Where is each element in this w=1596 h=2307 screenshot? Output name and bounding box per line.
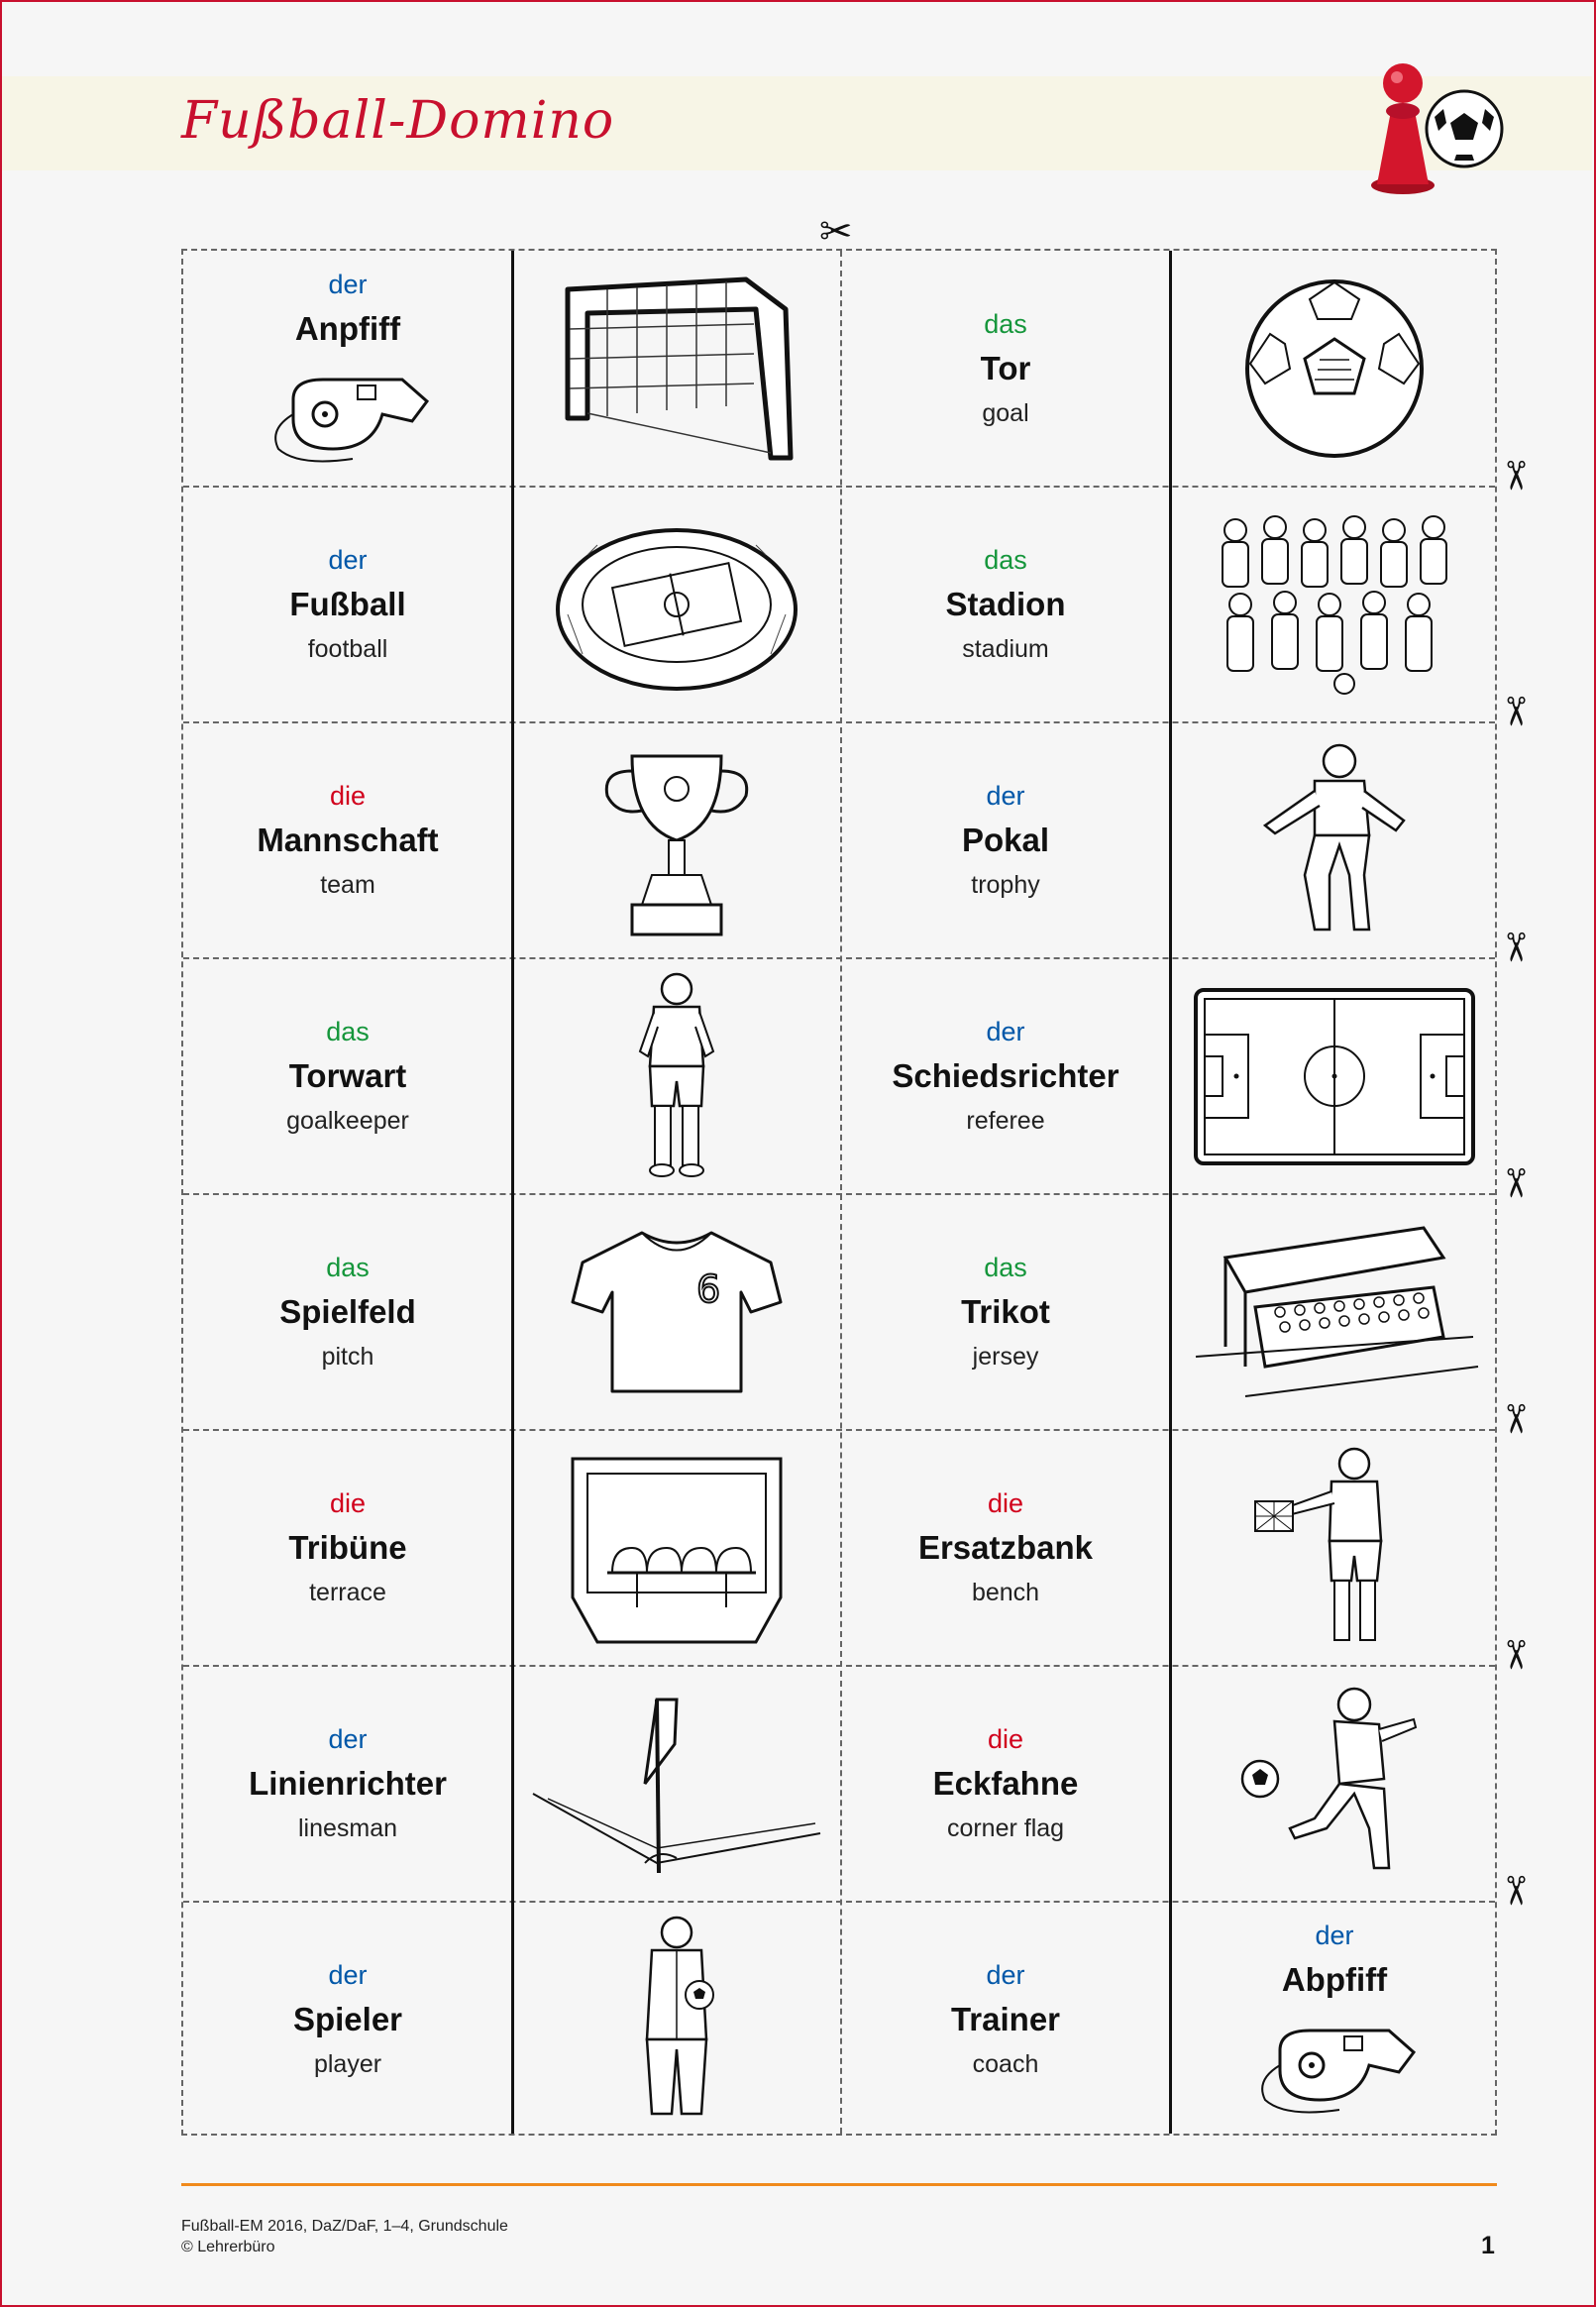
scissors-icon: ✂ xyxy=(1491,1166,1538,1200)
noun-label: Schiedsrichter xyxy=(892,1057,1119,1094)
translation-label: goalkeeper xyxy=(286,1107,409,1135)
noun-label: Anpfiff xyxy=(294,309,401,347)
article-label: der xyxy=(986,781,1025,811)
domino-grid xyxy=(181,249,1497,2136)
noun-label: Spielfeld xyxy=(279,1293,416,1330)
stadium-icon xyxy=(548,505,805,704)
translation-label: linesman xyxy=(297,1814,398,1842)
corner-flag-icon xyxy=(528,1685,825,1883)
footer-source: Fußball-EM 2016, DaZ/DaF, 1–4, Grundschule xyxy=(181,2218,508,2235)
domino-cell-end xyxy=(1170,722,1499,958)
domino-cell-mid xyxy=(512,1194,841,1430)
scissors-icon: ✂ xyxy=(1491,1638,1538,1672)
domino-cell-left xyxy=(183,958,512,1194)
team-photo-icon xyxy=(1206,505,1463,704)
player-kicking-icon xyxy=(1235,1680,1434,1888)
scissors-icon: ✂ xyxy=(819,209,853,255)
domino-cell-mid xyxy=(512,487,841,722)
translation-label: corner flag xyxy=(946,1814,1065,1842)
article-label: das xyxy=(326,1017,370,1046)
domino-cell-right xyxy=(841,1666,1170,1902)
article-label: der xyxy=(986,1960,1025,1990)
translation-label: referee xyxy=(966,1107,1045,1135)
article-label: die xyxy=(329,781,367,811)
footer-copyright: © Lehrerbüro xyxy=(181,2239,275,2255)
article-label: das xyxy=(326,1253,370,1282)
domino-cell-right xyxy=(841,1430,1170,1666)
article-label: der xyxy=(1315,1920,1354,1950)
article-label: der xyxy=(328,545,368,575)
scissors-icon: ✂ xyxy=(1491,1402,1538,1436)
domino-cell-left xyxy=(183,251,512,487)
game-piece-and-ball-logo xyxy=(1355,52,1504,200)
noun-label: Torwart xyxy=(288,1057,407,1094)
translation-label: team xyxy=(320,871,375,899)
domino-cell-left xyxy=(183,1194,512,1430)
domino-cell-left xyxy=(183,1902,512,2138)
domino-cell-right xyxy=(841,722,1170,958)
trophy-icon xyxy=(597,741,756,939)
article-label: das xyxy=(984,309,1027,339)
translation-label: coach xyxy=(972,2050,1039,2078)
referee-icon xyxy=(622,967,731,1185)
noun-label: Fußball xyxy=(289,586,406,622)
article-label: der xyxy=(328,1724,368,1754)
scissors-icon: ✂ xyxy=(1491,695,1538,728)
domino-cell-right xyxy=(841,251,1170,487)
article-label: die xyxy=(329,1488,367,1518)
domino-cell-left xyxy=(183,487,512,722)
domino-cell-end xyxy=(1170,958,1499,1194)
noun-label: Linienrichter xyxy=(249,1765,447,1802)
domino-cell-end xyxy=(1170,1194,1499,1430)
page-number: 1 xyxy=(1481,2232,1495,2259)
scissors-icon: ✂ xyxy=(1491,459,1538,493)
domino-cell-end xyxy=(1170,1430,1499,1666)
article-label: die xyxy=(987,1724,1024,1754)
article-label: das xyxy=(984,1253,1027,1282)
footer-text xyxy=(181,2216,508,2257)
translation-label: stadium xyxy=(962,635,1049,663)
domino-cell-end xyxy=(1170,251,1499,487)
domino-cell-end xyxy=(1170,1666,1499,1902)
svg-text:6: 6 xyxy=(696,1267,721,1311)
translation-label: bench xyxy=(971,1579,1040,1606)
noun-label: Ersatzbank xyxy=(917,1529,1094,1566)
pitch-icon xyxy=(1191,985,1478,1168)
translation-label: football xyxy=(307,635,388,663)
translation-label: player xyxy=(313,2050,382,2078)
noun-label: Mannschaft xyxy=(257,822,439,858)
bench-icon xyxy=(558,1449,796,1647)
article-label: der xyxy=(328,1960,368,1990)
domino-cell-left xyxy=(183,1430,512,1666)
domino-cell-left xyxy=(183,722,512,958)
linesman-icon xyxy=(1240,1442,1429,1655)
translation-label: pitch xyxy=(321,1343,374,1371)
scissors-icon: ✂ xyxy=(1491,931,1538,964)
coach-icon xyxy=(622,1911,731,2129)
footer-rule xyxy=(181,2183,1497,2186)
domino-cell-left xyxy=(183,1666,512,1902)
noun-label: Spieler xyxy=(292,2001,403,2037)
domino-cell-mid xyxy=(512,1902,841,2138)
domino-cell-mid xyxy=(512,722,841,958)
domino-cell-right xyxy=(841,487,1170,722)
noun-label: Tor xyxy=(980,350,1031,386)
domino-cell-mid xyxy=(512,251,841,487)
soccer-ball-icon xyxy=(1240,275,1429,463)
noun-label: Trainer xyxy=(950,2001,1061,2037)
domino-cell-end xyxy=(1170,1902,1499,2138)
noun-label: Eckfahne xyxy=(932,1765,1079,1802)
domino-cell-right xyxy=(841,1902,1170,2138)
noun-label: Pokal xyxy=(961,822,1050,858)
translation-label: goal xyxy=(982,399,1029,427)
article-label: der xyxy=(328,269,368,299)
terrace-icon xyxy=(1186,1218,1483,1406)
domino-cell-right xyxy=(841,958,1170,1194)
noun-label: Stadion xyxy=(945,586,1066,622)
scissors-icon: ✂ xyxy=(1491,1874,1538,1908)
whistle-icon xyxy=(264,360,432,469)
article-label: der xyxy=(986,1017,1025,1046)
article-label: die xyxy=(987,1488,1024,1518)
translation-label: terrace xyxy=(309,1579,386,1606)
domino-cell-end xyxy=(1170,487,1499,722)
noun-label: Abpfiff xyxy=(1281,1960,1388,1998)
domino-cell-mid xyxy=(512,958,841,1194)
domino-cell-mid xyxy=(512,1666,841,1902)
noun-label: Tribüne xyxy=(288,1529,407,1566)
page-title: Fußball-Domino xyxy=(181,91,615,151)
domino-cell-right xyxy=(841,1194,1170,1430)
whistle-icon xyxy=(1250,2011,1419,2120)
domino-cell-mid xyxy=(512,1430,841,1666)
translation-label: trophy xyxy=(971,871,1040,899)
translation-label: jersey xyxy=(972,1343,1039,1371)
noun-label: Trikot xyxy=(961,1293,1050,1330)
article-label: das xyxy=(984,545,1027,575)
jersey-icon xyxy=(563,1223,791,1401)
goalkeeper-icon xyxy=(1245,736,1424,944)
goal-icon xyxy=(548,270,805,468)
